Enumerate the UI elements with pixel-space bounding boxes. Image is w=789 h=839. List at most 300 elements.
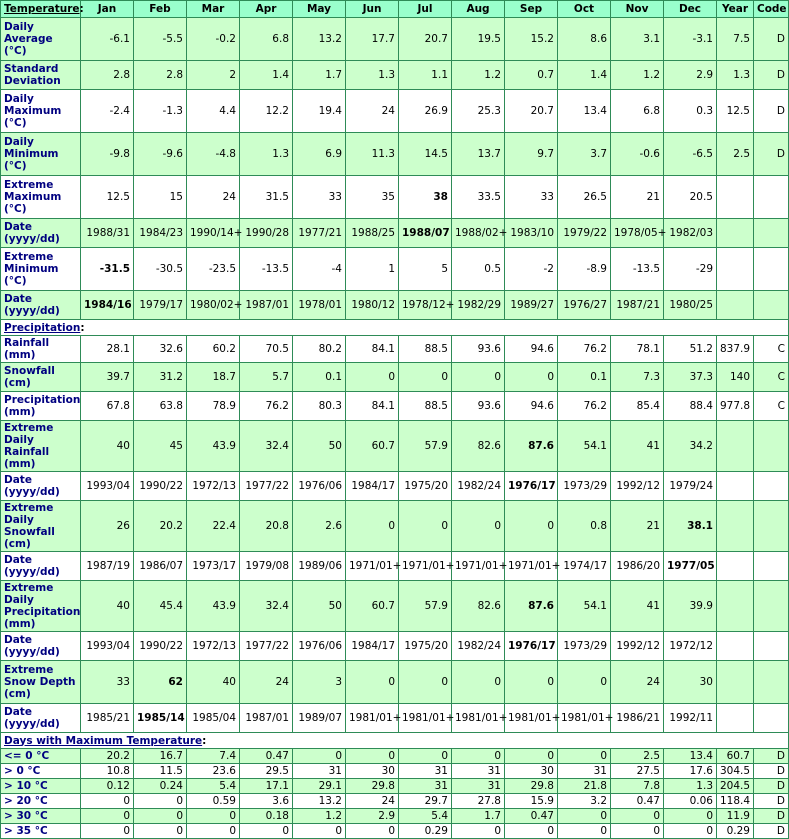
year-value: 140 bbox=[717, 363, 754, 392]
code-value bbox=[754, 472, 789, 501]
month-value: 1971/01+ bbox=[399, 552, 452, 581]
month-value: 40 bbox=[81, 581, 134, 632]
month-value: -9.6 bbox=[134, 133, 187, 176]
month-value: 1989/27 bbox=[505, 291, 558, 320]
month-value: 1979/24 bbox=[664, 472, 717, 501]
month-value: 0.5 bbox=[452, 248, 505, 291]
month-value: 1992/12 bbox=[611, 632, 664, 661]
month-value: 10.8 bbox=[81, 764, 134, 779]
month-value: 39.9 bbox=[664, 581, 717, 632]
month-value: 1978/01 bbox=[293, 291, 346, 320]
month-value: 21 bbox=[611, 501, 664, 552]
month-value: 1981/01+ bbox=[346, 704, 399, 733]
month-value: 6.9 bbox=[293, 133, 346, 176]
month-value: 31 bbox=[399, 764, 452, 779]
table-row bbox=[1, 392, 789, 421]
month-value: 3.2 bbox=[558, 794, 611, 809]
code-value bbox=[754, 291, 789, 320]
month-value: 1990/22 bbox=[134, 632, 187, 661]
month-value: 17.6 bbox=[664, 764, 717, 779]
month-value: 1990/28 bbox=[240, 219, 293, 248]
year-value: 118.4 bbox=[717, 794, 754, 809]
year-value: 1.3 bbox=[717, 61, 754, 90]
month-value: -30.5 bbox=[134, 248, 187, 291]
month-value: 0 bbox=[505, 501, 558, 552]
row-label: Date (yyyy/dd) bbox=[1, 291, 81, 320]
month-value: 0 bbox=[81, 824, 134, 839]
month-value: 0.47 bbox=[240, 749, 293, 764]
precipitation-section-label: Precipitation: bbox=[1, 320, 789, 336]
row-label: Rainfall (mm) bbox=[1, 336, 81, 363]
month-value: 0 bbox=[399, 661, 452, 704]
code-value bbox=[754, 661, 789, 704]
month-value: 51.2 bbox=[664, 336, 717, 363]
month-value: 19.5 bbox=[452, 18, 505, 61]
month-value: 1984/17 bbox=[346, 632, 399, 661]
month-value: 87.6 bbox=[505, 421, 558, 472]
code-value: C bbox=[754, 363, 789, 392]
month-value: 26.9 bbox=[399, 90, 452, 133]
month-value: 1976/27 bbox=[558, 291, 611, 320]
month-value: 1987/21 bbox=[611, 291, 664, 320]
code-value: D bbox=[754, 133, 789, 176]
month-value: 0 bbox=[399, 363, 452, 392]
month-value: 1982/24 bbox=[452, 472, 505, 501]
month-value: 41 bbox=[611, 581, 664, 632]
month-value: 1989/06 bbox=[293, 552, 346, 581]
month-value: 63.8 bbox=[134, 392, 187, 421]
month-value: -6.5 bbox=[664, 133, 717, 176]
month-value: 57.9 bbox=[399, 581, 452, 632]
month-value: 9.7 bbox=[505, 133, 558, 176]
month-value: 1988/31 bbox=[81, 219, 134, 248]
code-value bbox=[754, 176, 789, 219]
month-value: 1974/17 bbox=[558, 552, 611, 581]
month-value: 40 bbox=[81, 421, 134, 472]
month-value: 27.5 bbox=[611, 764, 664, 779]
month-value: 0 bbox=[81, 794, 134, 809]
month-value: 32.6 bbox=[134, 336, 187, 363]
month-value: 80.2 bbox=[293, 336, 346, 363]
row-label: Date (yyyy/dd) bbox=[1, 552, 81, 581]
table-row bbox=[1, 90, 789, 133]
month-header: Nov bbox=[611, 1, 664, 18]
days-max-temp-section-label: Days with Maximum Temperature: bbox=[1, 733, 789, 749]
month-value: 70.5 bbox=[240, 336, 293, 363]
month-value: 11.5 bbox=[134, 764, 187, 779]
month-value: 1979/17 bbox=[134, 291, 187, 320]
table-row bbox=[1, 794, 789, 809]
month-value: 32.4 bbox=[240, 581, 293, 632]
month-value: -4.8 bbox=[187, 133, 240, 176]
code-value: C bbox=[754, 336, 789, 363]
year-value: 2.5 bbox=[717, 133, 754, 176]
month-value: 76.2 bbox=[240, 392, 293, 421]
month-value: 20.8 bbox=[240, 501, 293, 552]
month-value: 0 bbox=[81, 809, 134, 824]
month-value: 1982/24 bbox=[452, 632, 505, 661]
month-value: 1988/02+ bbox=[452, 219, 505, 248]
month-value: 43.9 bbox=[187, 421, 240, 472]
month-value: 1990/22 bbox=[134, 472, 187, 501]
table-row bbox=[1, 248, 789, 291]
month-value: 1.1 bbox=[399, 61, 452, 90]
month-value: 0.3 bbox=[664, 90, 717, 133]
month-value: 1.3 bbox=[664, 779, 717, 794]
month-value: 29.8 bbox=[505, 779, 558, 794]
month-value: 1989/07 bbox=[293, 704, 346, 733]
month-value: 22.4 bbox=[187, 501, 240, 552]
month-value: 5 bbox=[399, 248, 452, 291]
month-value: 13.4 bbox=[664, 749, 717, 764]
month-value: 16.7 bbox=[134, 749, 187, 764]
month-value: 14.5 bbox=[399, 133, 452, 176]
month-header: May bbox=[293, 1, 346, 18]
code-value: D bbox=[754, 90, 789, 133]
month-value: -0.6 bbox=[611, 133, 664, 176]
month-value: 31.2 bbox=[134, 363, 187, 392]
table-row bbox=[1, 61, 789, 90]
month-value: 0.7 bbox=[505, 61, 558, 90]
month-value: 0 bbox=[452, 749, 505, 764]
month-value: 12.2 bbox=[240, 90, 293, 133]
month-value: 1.3 bbox=[346, 61, 399, 90]
month-value: 1.2 bbox=[452, 61, 505, 90]
month-value: 0 bbox=[187, 824, 240, 839]
month-value: 94.6 bbox=[505, 336, 558, 363]
month-value: 1977/22 bbox=[240, 632, 293, 661]
month-value: 1979/08 bbox=[240, 552, 293, 581]
month-value: 0.1 bbox=[558, 363, 611, 392]
month-value: 1984/16 bbox=[81, 291, 134, 320]
month-value: 11.3 bbox=[346, 133, 399, 176]
month-value: 15 bbox=[134, 176, 187, 219]
month-value: 88.5 bbox=[399, 392, 452, 421]
month-value: 37.3 bbox=[664, 363, 717, 392]
month-value: 0 bbox=[399, 749, 452, 764]
month-value: 13.2 bbox=[293, 18, 346, 61]
month-value: 0 bbox=[346, 501, 399, 552]
temperature-section-label: Temperature: bbox=[1, 1, 81, 18]
table-row bbox=[1, 133, 789, 176]
month-value: 1984/17 bbox=[346, 472, 399, 501]
month-value: 80.3 bbox=[293, 392, 346, 421]
month-value: 20.7 bbox=[399, 18, 452, 61]
row-label: <= 0 °C bbox=[1, 749, 81, 764]
year-value: 837.9 bbox=[717, 336, 754, 363]
month-value: 1980/12 bbox=[346, 291, 399, 320]
month-value: 84.1 bbox=[346, 392, 399, 421]
year-value bbox=[717, 552, 754, 581]
month-value: -4 bbox=[293, 248, 346, 291]
month-value: 24 bbox=[346, 794, 399, 809]
table-row bbox=[1, 632, 789, 661]
month-value: 39.7 bbox=[81, 363, 134, 392]
month-value: 0 bbox=[240, 824, 293, 839]
month-value: 31 bbox=[558, 764, 611, 779]
month-value: 1975/20 bbox=[399, 632, 452, 661]
year-value: 12.5 bbox=[717, 90, 754, 133]
month-header: Jun bbox=[346, 1, 399, 18]
month-value: 0 bbox=[558, 809, 611, 824]
month-value: 29.5 bbox=[240, 764, 293, 779]
days-max-temp-section bbox=[1, 733, 789, 749]
month-value: 20.2 bbox=[134, 501, 187, 552]
table-row bbox=[1, 291, 789, 320]
code-value: D bbox=[754, 764, 789, 779]
month-value: 15.9 bbox=[505, 794, 558, 809]
month-value: 0 bbox=[505, 661, 558, 704]
month-value: -6.1 bbox=[81, 18, 134, 61]
code-value: D bbox=[754, 794, 789, 809]
month-value: 0.24 bbox=[134, 779, 187, 794]
month-value: 35 bbox=[346, 176, 399, 219]
year-value bbox=[717, 632, 754, 661]
month-value: 4.4 bbox=[187, 90, 240, 133]
row-label: Extreme Maximum (°C) bbox=[1, 176, 81, 219]
year-value: 0.29 bbox=[717, 824, 754, 839]
table-row bbox=[1, 764, 789, 779]
month-value: 33 bbox=[293, 176, 346, 219]
month-value: 6.8 bbox=[611, 90, 664, 133]
month-value: 1977/22 bbox=[240, 472, 293, 501]
table-row bbox=[1, 661, 789, 704]
month-value: 57.9 bbox=[399, 421, 452, 472]
year-value: 7.5 bbox=[717, 18, 754, 61]
month-header: Aug bbox=[452, 1, 505, 18]
month-header: Apr bbox=[240, 1, 293, 18]
month-value: 7.4 bbox=[187, 749, 240, 764]
month-value: 23.6 bbox=[187, 764, 240, 779]
year-value bbox=[717, 704, 754, 733]
month-value: 1973/29 bbox=[558, 632, 611, 661]
month-value: 13.7 bbox=[452, 133, 505, 176]
code-value: D bbox=[754, 61, 789, 90]
month-value: 30 bbox=[505, 764, 558, 779]
month-value: 84.1 bbox=[346, 336, 399, 363]
month-value: 0 bbox=[452, 661, 505, 704]
precipitation-section bbox=[1, 320, 789, 336]
month-value: 1978/12+ bbox=[399, 291, 452, 320]
month-value: 1980/25 bbox=[664, 291, 717, 320]
month-value: -8.9 bbox=[558, 248, 611, 291]
code-value bbox=[754, 219, 789, 248]
month-value: 29.7 bbox=[399, 794, 452, 809]
row-label: Snowfall (cm) bbox=[1, 363, 81, 392]
month-value: 60.7 bbox=[346, 581, 399, 632]
month-value: 0 bbox=[452, 501, 505, 552]
month-value: 21 bbox=[611, 176, 664, 219]
row-label: Daily Average (°C) bbox=[1, 18, 81, 61]
month-value: 54.1 bbox=[558, 421, 611, 472]
month-value: -5.5 bbox=[134, 18, 187, 61]
month-value: 13.4 bbox=[558, 90, 611, 133]
code-value bbox=[754, 581, 789, 632]
year-value bbox=[717, 472, 754, 501]
month-value: 17.1 bbox=[240, 779, 293, 794]
month-value: 28.1 bbox=[81, 336, 134, 363]
month-value: 1981/01+ bbox=[505, 704, 558, 733]
month-value: 1976/06 bbox=[293, 632, 346, 661]
row-label: Date (yyyy/dd) bbox=[1, 704, 81, 733]
month-value: -31.5 bbox=[81, 248, 134, 291]
month-value: 0 bbox=[505, 824, 558, 839]
month-header: Sep bbox=[505, 1, 558, 18]
month-value: 50 bbox=[293, 581, 346, 632]
code-value bbox=[754, 632, 789, 661]
row-label: Date (yyyy/dd) bbox=[1, 219, 81, 248]
month-value: 1971/01+ bbox=[346, 552, 399, 581]
month-value: 20.5 bbox=[664, 176, 717, 219]
month-value: 34.2 bbox=[664, 421, 717, 472]
month-value: 0 bbox=[505, 363, 558, 392]
month-value: 2.9 bbox=[346, 809, 399, 824]
month-value: 24 bbox=[187, 176, 240, 219]
month-value: 15.2 bbox=[505, 18, 558, 61]
month-value: 1.7 bbox=[293, 61, 346, 90]
month-value: 24 bbox=[346, 90, 399, 133]
month-value: 0 bbox=[452, 363, 505, 392]
month-value: 0 bbox=[134, 824, 187, 839]
month-value: 62 bbox=[134, 661, 187, 704]
month-value: 31.5 bbox=[240, 176, 293, 219]
month-value: 29.1 bbox=[293, 779, 346, 794]
month-value: 31 bbox=[293, 764, 346, 779]
month-header: Jan bbox=[81, 1, 134, 18]
month-value: 2.5 bbox=[611, 749, 664, 764]
month-value: 76.2 bbox=[558, 336, 611, 363]
month-value: 13.2 bbox=[293, 794, 346, 809]
month-value: 1985/21 bbox=[81, 704, 134, 733]
month-value: 2.9 bbox=[664, 61, 717, 90]
month-value: 1988/25 bbox=[346, 219, 399, 248]
month-value: 82.6 bbox=[452, 581, 505, 632]
month-value: 3.6 bbox=[240, 794, 293, 809]
table-row bbox=[1, 809, 789, 824]
row-label: Extreme Snow Depth (cm) bbox=[1, 661, 81, 704]
month-header: Mar bbox=[187, 1, 240, 18]
month-value: 1981/01+ bbox=[399, 704, 452, 733]
month-value: 26.5 bbox=[558, 176, 611, 219]
month-value: 0 bbox=[346, 749, 399, 764]
month-value: 2 bbox=[187, 61, 240, 90]
row-label: > 0 °C bbox=[1, 764, 81, 779]
month-value: 1977/21 bbox=[293, 219, 346, 248]
month-value: 45 bbox=[134, 421, 187, 472]
table-row bbox=[1, 581, 789, 632]
code-header: Code bbox=[754, 1, 789, 18]
month-value: 82.6 bbox=[452, 421, 505, 472]
month-value: 0.12 bbox=[81, 779, 134, 794]
year-value bbox=[717, 176, 754, 219]
month-value: 1984/23 bbox=[134, 219, 187, 248]
month-value: 87.6 bbox=[505, 581, 558, 632]
month-value: 0 bbox=[134, 794, 187, 809]
month-value: 33 bbox=[81, 661, 134, 704]
month-value: 1987/01 bbox=[240, 291, 293, 320]
table-row bbox=[1, 219, 789, 248]
month-value: 1993/04 bbox=[81, 632, 134, 661]
month-value: 38 bbox=[399, 176, 452, 219]
month-value: 50 bbox=[293, 421, 346, 472]
table-row bbox=[1, 779, 789, 794]
month-value: 1976/06 bbox=[293, 472, 346, 501]
month-value: -3.1 bbox=[664, 18, 717, 61]
month-value: 1988/07 bbox=[399, 219, 452, 248]
month-value: 0.29 bbox=[399, 824, 452, 839]
month-value: 1.2 bbox=[293, 809, 346, 824]
year-value bbox=[717, 219, 754, 248]
row-label: > 10 °C bbox=[1, 779, 81, 794]
month-value: 0.18 bbox=[240, 809, 293, 824]
month-value: -9.8 bbox=[81, 133, 134, 176]
month-value: 0 bbox=[505, 749, 558, 764]
code-value: D bbox=[754, 824, 789, 839]
month-value: 31 bbox=[452, 779, 505, 794]
month-value: 1.2 bbox=[611, 61, 664, 90]
month-value: 76.2 bbox=[558, 392, 611, 421]
month-value: 0.8 bbox=[558, 501, 611, 552]
month-value: -2 bbox=[505, 248, 558, 291]
month-value: 1.7 bbox=[452, 809, 505, 824]
month-value: 0 bbox=[558, 824, 611, 839]
month-value: 0 bbox=[346, 363, 399, 392]
code-value: C bbox=[754, 392, 789, 421]
year-value bbox=[717, 501, 754, 552]
month-value: 2.6 bbox=[293, 501, 346, 552]
month-value: 41 bbox=[611, 421, 664, 472]
month-value: 20.2 bbox=[81, 749, 134, 764]
month-value: 1977/05 bbox=[664, 552, 717, 581]
month-value: 1983/10 bbox=[505, 219, 558, 248]
month-value: 93.6 bbox=[452, 336, 505, 363]
month-value: 5.4 bbox=[399, 809, 452, 824]
row-label: Precipitation (mm) bbox=[1, 392, 81, 421]
month-value: 31 bbox=[399, 779, 452, 794]
month-value: -13.5 bbox=[240, 248, 293, 291]
month-value: 0 bbox=[187, 809, 240, 824]
month-value: -1.3 bbox=[134, 90, 187, 133]
table-row bbox=[1, 421, 789, 472]
month-value: 1987/01 bbox=[240, 704, 293, 733]
month-value: 85.4 bbox=[611, 392, 664, 421]
month-value: 3 bbox=[293, 661, 346, 704]
month-value: 1978/05+ bbox=[611, 219, 664, 248]
table-row bbox=[1, 176, 789, 219]
month-value: 1990/14+ bbox=[187, 219, 240, 248]
month-value: 0 bbox=[399, 501, 452, 552]
year-header: Year bbox=[717, 1, 754, 18]
table-row bbox=[1, 501, 789, 552]
month-value: 67.8 bbox=[81, 392, 134, 421]
month-value: 1975/20 bbox=[399, 472, 452, 501]
month-value: 78.1 bbox=[611, 336, 664, 363]
month-value: 0 bbox=[558, 749, 611, 764]
month-value: 0.59 bbox=[187, 794, 240, 809]
month-value: 1992/11 bbox=[664, 704, 717, 733]
month-value: 1976/17 bbox=[505, 632, 558, 661]
month-header: Feb bbox=[134, 1, 187, 18]
month-value: 0 bbox=[664, 809, 717, 824]
month-value: 1.3 bbox=[240, 133, 293, 176]
month-value: 0 bbox=[293, 749, 346, 764]
month-value: 1982/03 bbox=[664, 219, 717, 248]
month-value: 3.7 bbox=[558, 133, 611, 176]
month-value: 2.8 bbox=[134, 61, 187, 90]
month-value: 33 bbox=[505, 176, 558, 219]
month-value: 0 bbox=[452, 824, 505, 839]
table-row bbox=[1, 472, 789, 501]
